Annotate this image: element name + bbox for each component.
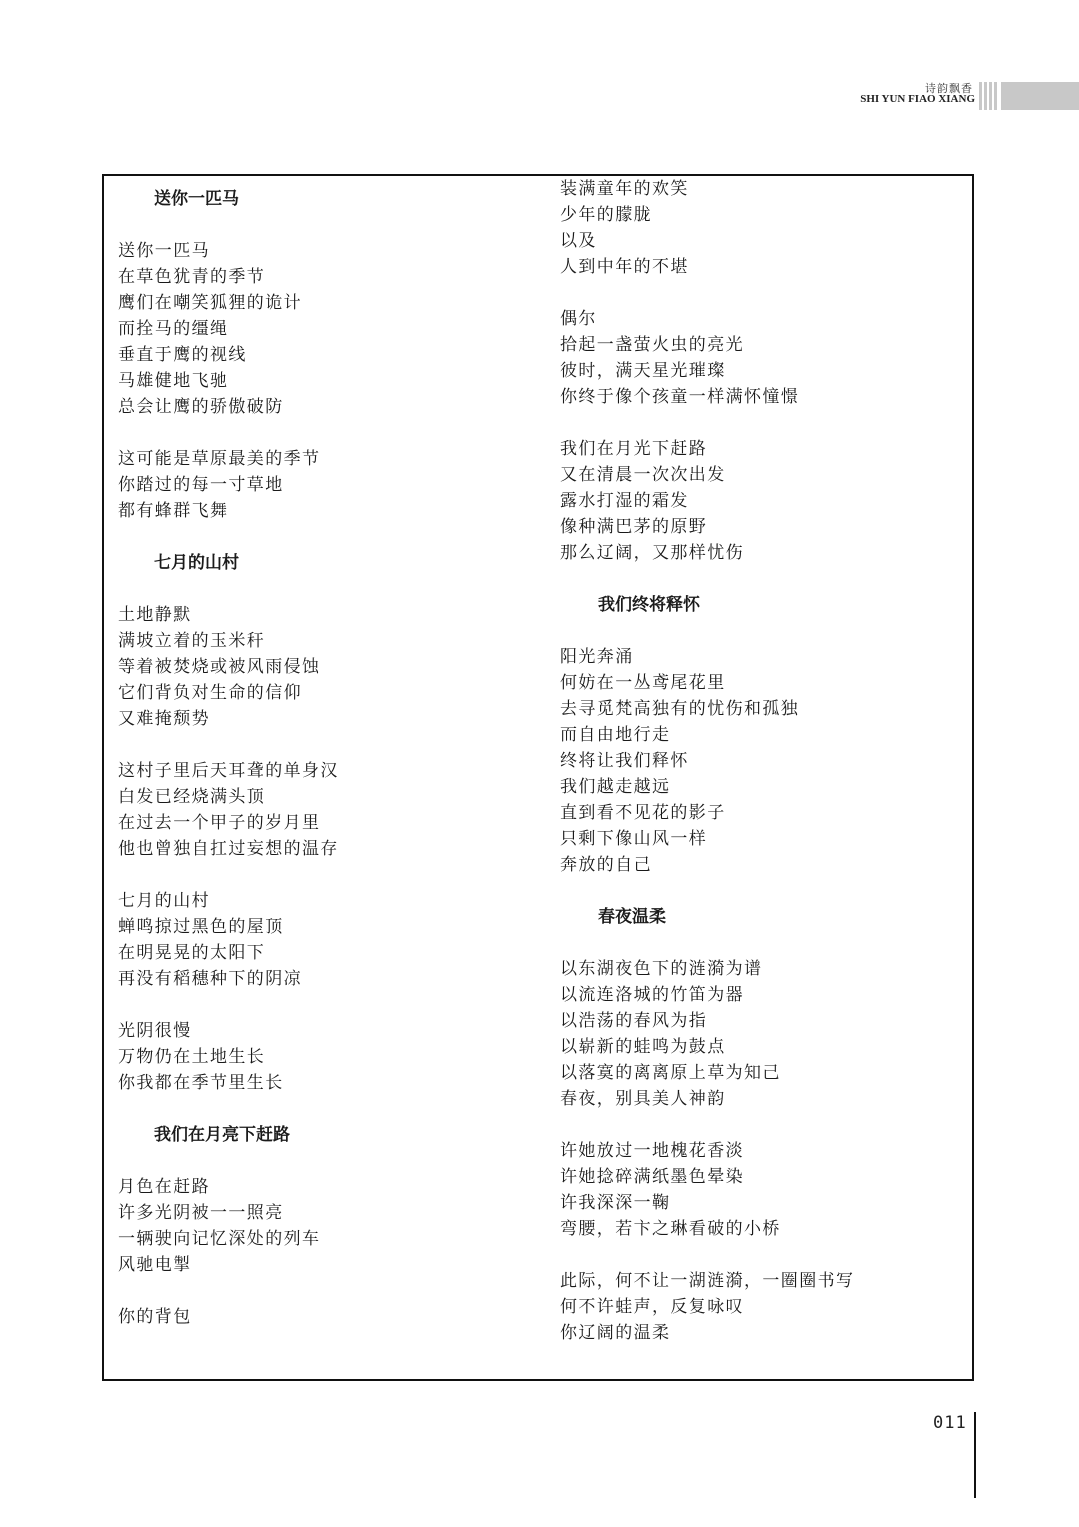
poem-line: 又在清晨一次次出发	[560, 465, 726, 485]
poem-line: 春夜，别具美人神韵	[560, 1089, 726, 1109]
poem-title: 我们在月亮下赶路	[154, 1125, 290, 1145]
poem-line: 他也曾独自扛过妄想的温存	[118, 839, 339, 859]
header-title-cn: 诗韵飘香	[925, 82, 973, 95]
page-number-rule	[974, 1412, 976, 1498]
poem-line: 装满童年的欢笑	[560, 179, 689, 199]
poem-line: 一辆驶向记忆深处的列车	[118, 1229, 321, 1249]
poem-line: 又难掩颓势	[118, 709, 210, 729]
poem-line: 那么辽阔，又那样忧伤	[560, 543, 744, 563]
poem-line: 你我都在季节里生长	[118, 1073, 284, 1093]
stanza-break	[560, 618, 970, 644]
right-column	[560, 176, 970, 1346]
poem-line: 许我深深一鞠	[560, 1193, 671, 1213]
poem-line: 土地静默	[118, 605, 192, 625]
left-column	[118, 186, 538, 1330]
poem-line: 风驰电掣	[118, 1255, 192, 1275]
poem-line: 露水打湿的霜发	[560, 491, 689, 511]
poem-line: 光阴很慢	[118, 1021, 192, 1041]
poem-line: 许她放过一地槐花香淡	[560, 1141, 744, 1161]
poem-line: 偶尔	[560, 309, 597, 329]
poem-line: 马雄健地飞驰	[118, 371, 229, 391]
poem-line: 万物仍在土地生长	[118, 1047, 266, 1067]
poem-line: 去寻觅梵高独有的忧伤和孤独	[560, 699, 800, 719]
poem-line: 以崭新的蛙鸣为鼓点	[560, 1037, 726, 1057]
stanza-break	[560, 1112, 970, 1138]
poem-title: 春夜温柔	[598, 907, 666, 927]
poem-line: 许她捻碎满纸墨色晕染	[560, 1167, 744, 1187]
stanza-break	[118, 420, 538, 446]
stanza-break	[118, 992, 538, 1018]
poem-line: 你踏过的每一寸草地	[118, 475, 284, 495]
running-header	[679, 78, 1079, 112]
header-title-en: SHI YUN FIAO XIANG	[860, 93, 975, 105]
poem-line: 以浩荡的春风为指	[560, 1011, 708, 1031]
poem-line: 直到看不见花的影子	[560, 803, 726, 823]
poem-line: 弯腰，若卞之琳看破的小桥	[560, 1219, 781, 1239]
poem-title: 我们终将释怀	[598, 595, 700, 615]
poem-line: 许多光阴被一一照亮	[118, 1203, 284, 1223]
poem-frame	[102, 174, 974, 1381]
poem-line: 月色在赶路	[118, 1177, 210, 1197]
poem-line: 这可能是草原最美的季节	[118, 449, 321, 469]
poem-line: 蝉鸣掠过黑色的屋顶	[118, 917, 284, 937]
poem-line: 像种满巴茅的原野	[560, 517, 708, 537]
poem-line: 你辽阔的温柔	[560, 1323, 671, 1343]
poem-line: 白发已经烧满头顶	[118, 787, 266, 807]
poem-line: 彼时，满天星光璀璨	[560, 361, 726, 381]
stanza-break	[560, 410, 970, 436]
poem-line: 七月的山村	[118, 891, 210, 911]
poem-line: 等着被焚烧或被风雨侵蚀	[118, 657, 321, 677]
poem-line: 在过去一个甲子的岁月里	[118, 813, 321, 833]
poem-line: 在草色犹青的季节	[118, 267, 266, 287]
stanza-break	[118, 212, 538, 238]
stanza-break	[118, 1148, 538, 1174]
poem-line: 你终于像个孩童一样满怀憧憬	[560, 387, 800, 407]
poem-line: 再没有稻穗种下的阴凉	[118, 969, 302, 989]
page-number: 011	[933, 1413, 967, 1433]
poem-line: 何不许蛙声，反复咏叹	[560, 1297, 744, 1317]
header-decor-bars	[979, 82, 1079, 110]
poem-line: 满坡立着的玉米秆	[118, 631, 266, 651]
stanza-break	[118, 1278, 538, 1304]
poem-line: 而拴马的缰绳	[118, 319, 229, 339]
poem-line: 在明晃晃的太阳下	[118, 943, 266, 963]
poem-line: 此际，何不让一湖涟漪，一圈圈书写	[560, 1271, 855, 1291]
poem-line: 垂直于鹰的视线	[118, 345, 247, 365]
poem-line: 何妨在一丛鸢尾花里	[560, 673, 726, 693]
stanza-break	[560, 280, 970, 306]
poem-title: 七月的山村	[154, 553, 239, 573]
stanza-break	[560, 1242, 970, 1268]
poem-line: 以流连洛城的竹笛为器	[560, 985, 744, 1005]
poem-line: 我们在月光下赶路	[560, 439, 708, 459]
poem-line: 奔放的自己	[560, 855, 652, 875]
stanza-break	[118, 576, 538, 602]
poem-line: 以落寞的离离原上草为知己	[560, 1063, 781, 1083]
stanza-break	[118, 732, 538, 758]
poem-line: 你的背包	[118, 1307, 192, 1327]
poem-line: 只剩下像山风一样	[560, 829, 708, 849]
stanza-break	[560, 566, 970, 592]
stanza-break	[118, 524, 538, 550]
poem-line: 人到中年的不堪	[560, 257, 689, 277]
stanza-break	[560, 930, 970, 956]
poem-line: 总会让鹰的骄傲破防	[118, 397, 284, 417]
poem-line: 它们背负对生命的信仰	[118, 683, 302, 703]
poem-line: 少年的朦胧	[560, 205, 652, 225]
stanza-break	[118, 1096, 538, 1122]
poem-line: 拾起一盏萤火虫的亮光	[560, 335, 744, 355]
stanza-break	[118, 862, 538, 888]
stanza-break	[560, 878, 970, 904]
poem-line: 我们越走越远	[560, 777, 671, 797]
poem-line: 以东湖夜色下的涟漪为谱	[560, 959, 763, 979]
poem-line: 以及	[560, 231, 597, 251]
poem-line: 而自由地行走	[560, 725, 671, 745]
poem-line: 都有蜂群飞舞	[118, 501, 229, 521]
poem-line: 终将让我们释怀	[560, 751, 689, 771]
poem-title: 送你一匹马	[154, 189, 239, 209]
poem-line: 鹰们在嘲笑狐狸的诡计	[118, 293, 302, 313]
poem-line: 送你一匹马	[118, 241, 210, 261]
poem-line: 阳光奔涌	[560, 647, 634, 667]
poem-line: 这村子里后天耳聋的单身汉	[118, 761, 339, 781]
